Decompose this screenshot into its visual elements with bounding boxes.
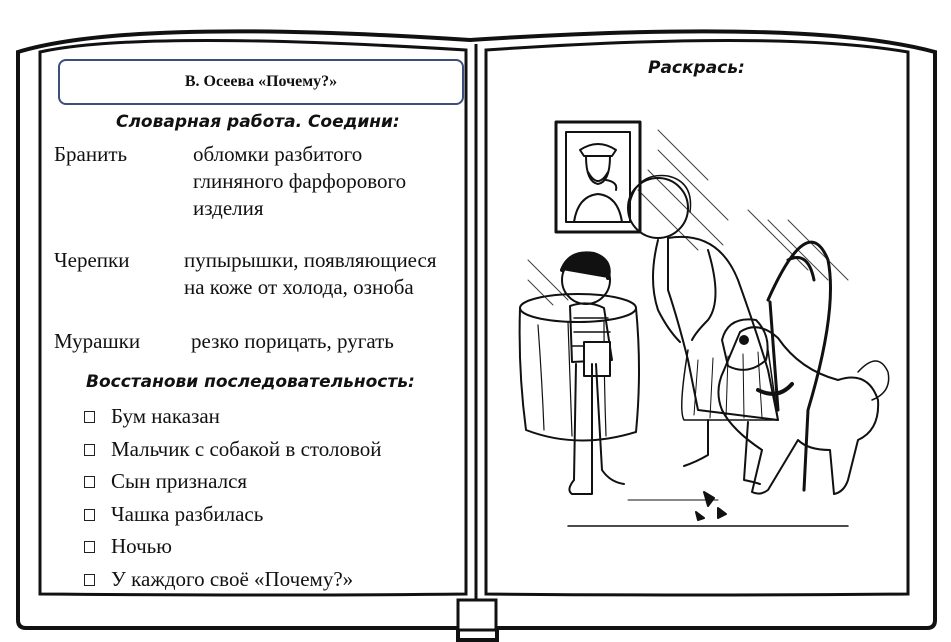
sequence-item <box>84 437 382 462</box>
woman-arm-left <box>653 240 680 342</box>
checkbox[interactable] <box>84 411 95 423</box>
chair <box>768 242 831 490</box>
checkbox[interactable] <box>84 509 95 521</box>
checkbox[interactable] <box>84 476 95 488</box>
boy-legs <box>569 364 624 494</box>
tablecloth <box>520 308 639 441</box>
page-title: В. Осеева «Почему?» <box>58 59 464 105</box>
sequence-item-label: Сын признался <box>111 469 248 493</box>
sequence-item-label: Ночью <box>111 534 172 558</box>
portrait-frame <box>556 122 640 232</box>
sequence-item-label: Бум наказан <box>111 404 220 428</box>
term-murashki: Мурашки <box>54 329 141 353</box>
sequence-item <box>84 567 353 592</box>
dog-body <box>718 327 878 494</box>
spine-tab <box>458 600 496 630</box>
sequence-item <box>84 534 172 559</box>
woman-legs <box>684 420 760 484</box>
sequence-item-label: У каждого своё «Почему?» <box>111 567 354 591</box>
definition-goosebumps: пупырышки, появляющиеся на коже от холода, озноба <box>184 248 437 299</box>
sequence-item <box>84 502 263 527</box>
sequence-item <box>84 469 247 494</box>
woman-arm-right <box>692 250 716 340</box>
checkbox[interactable] <box>84 574 95 586</box>
portrait-inner <box>566 132 630 222</box>
sequence-heading: Восстанови последовательность: <box>86 372 415 392</box>
term-cherepki: Черепки <box>54 248 130 272</box>
coloring-heading: Раскрась: <box>648 58 745 78</box>
sequence-item-label: Мальчик с собакой в столовой <box>111 437 382 461</box>
wall-hatching <box>528 130 848 305</box>
checkbox[interactable] <box>84 444 95 456</box>
checkbox[interactable] <box>84 541 95 553</box>
definition-scold: резко порицать, ругать <box>191 329 394 353</box>
dog-eye <box>740 336 748 344</box>
sequence-item <box>84 404 220 429</box>
vocabulary-heading: Словарная работа. Соедини: <box>116 112 400 132</box>
sequence-item-label: Чашка разбилась <box>111 502 264 526</box>
coloring-illustration <box>508 110 893 535</box>
definition-fragments: обломки разбитого глиняного фарфорового изделия <box>193 142 407 220</box>
term-branit: Бранить <box>54 142 128 166</box>
cup-shards <box>696 492 726 520</box>
